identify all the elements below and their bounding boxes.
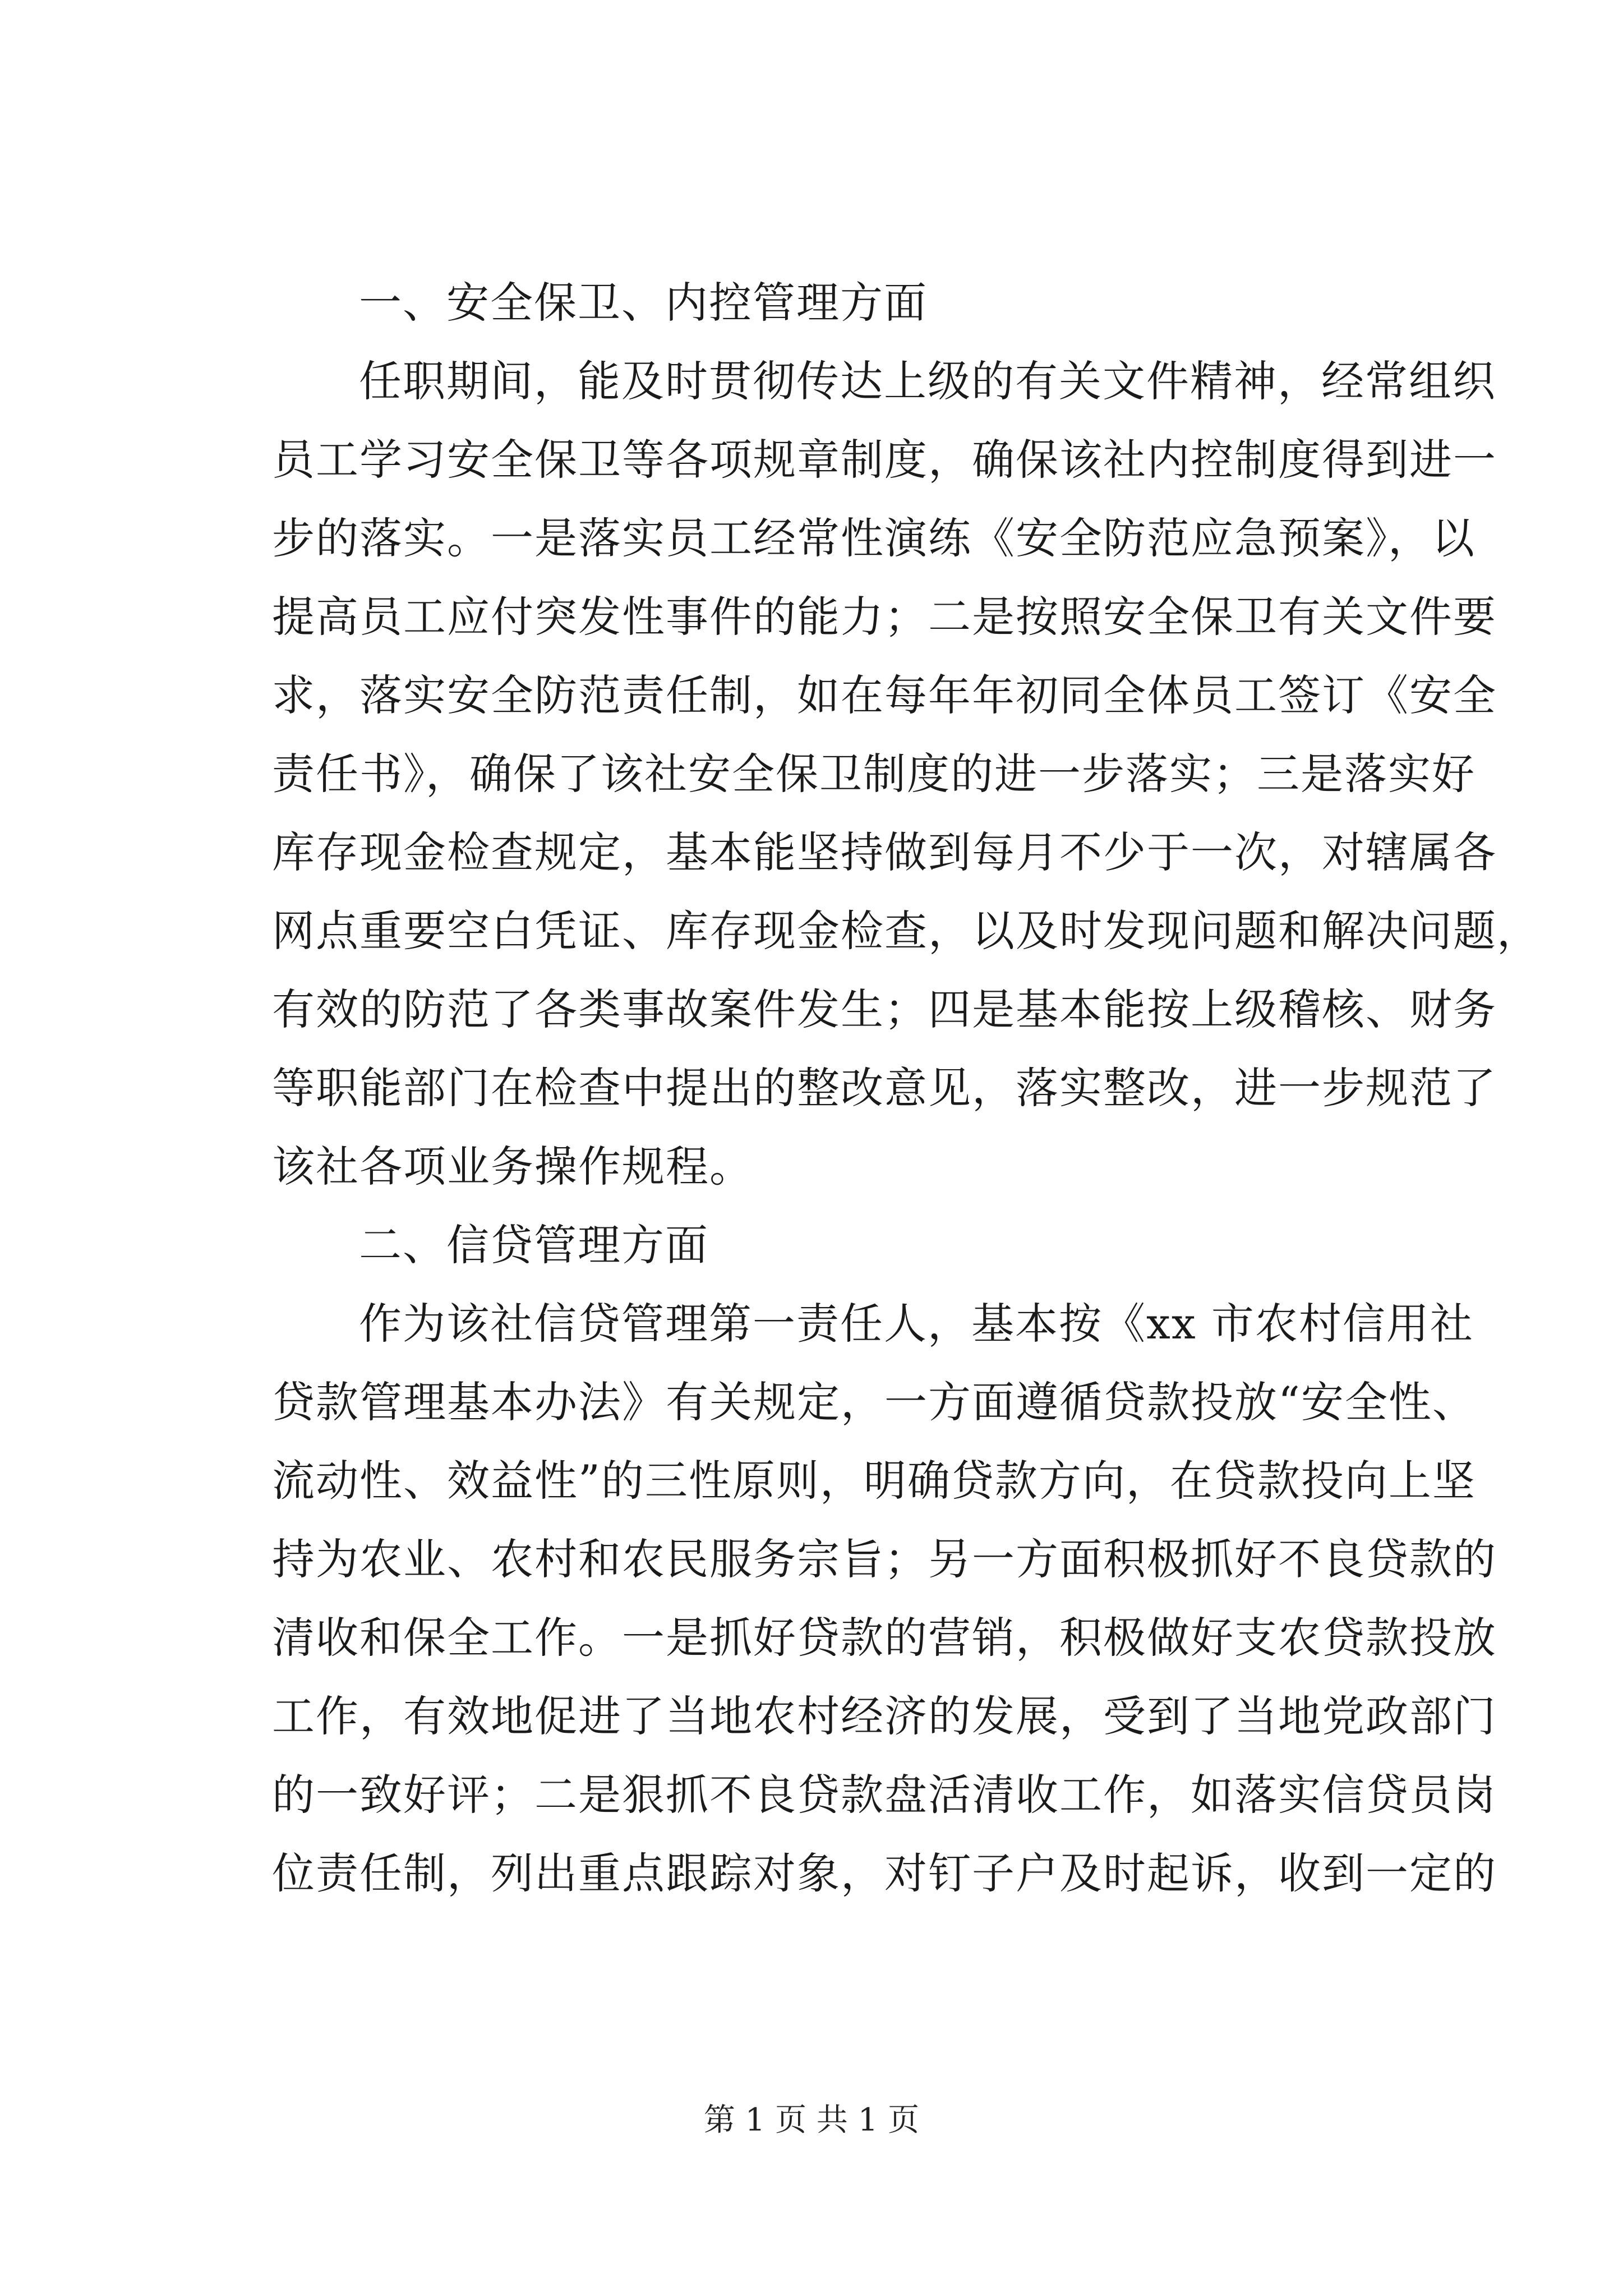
- page-footer: 第 1 页 共 1 页: [703, 2102, 920, 2138]
- paragraph-line: 该社各项业务操作规程。: [272, 1142, 753, 1191]
- paragraph-line: 求，落实安全防范责任制，如在每年年初同全体员工签订《安全: [272, 670, 1497, 720]
- paragraph-line: 贷款管理基本办法》有关规定，一方面遵循贷款投放“安全性、: [272, 1377, 1476, 1427]
- section-heading-credit: 二、信贷管理方面: [359, 1220, 709, 1270]
- paragraph-line: 位责任制，列出重点跟踪对象，对钉子户及时起诉，收到一定的: [272, 1848, 1497, 1898]
- paragraph-line: 流动性、效益性”的三性原则，明确贷款方向，在贷款投向上坚: [272, 1456, 1476, 1506]
- document-body: [272, 264, 1541, 1913]
- section-heading-security: 一、安全保卫、内控管理方面: [359, 278, 928, 328]
- paragraph-line: 等职能部门在检查中提出的整改意见，落实整改，进一步规范了: [272, 1063, 1497, 1113]
- paragraph-line: 步的落实。一是落实员工经常性演练《安全防范应急预案》，以: [272, 513, 1476, 563]
- paragraph-line: 工作，有效地促进了当地农村经济的发展，受到了当地党政部门: [272, 1691, 1497, 1741]
- paragraph-line: 清收和保全工作。一是抓好贷款的营销，积极做好支农贷款投放: [272, 1613, 1497, 1663]
- paragraph-line: 作为该社信贷管理第一责任人，基本按《xx 市农村信用社: [359, 1299, 1474, 1349]
- paragraph-line: 任职期间，能及时贯彻传达上级的有关文件精神，经常组织: [359, 356, 1496, 406]
- paragraph-line: 网点重要空白凭证、库存现金检查，以及时发现问题和解决问题，: [272, 906, 1541, 956]
- paragraph-line: 责任书》，确保了该社安全保卫制度的进一步落实；三是落实好: [272, 749, 1476, 799]
- paragraph-line: 员工学习安全保卫等各项规章制度，确保该社内控制度得到进一: [272, 435, 1497, 485]
- paragraph-line: 提高员工应付突发性事件的能力；二是按照安全保卫有关文件要: [272, 592, 1497, 642]
- paragraph-line: 库存现金检查规定，基本能坚持做到每月不少于一次，对辖属各: [272, 827, 1497, 877]
- paragraph-line: 的一致好评；二是狠抓不良贷款盘活清收工作，如落实信贷员岗: [272, 1770, 1497, 1820]
- paragraph-line: 持为农业、农村和农民服务宗旨；另一方面积极抓好不良贷款的: [272, 1534, 1497, 1584]
- paragraph-line: 有效的防范了各类事故案件发生；四是基本能按上级稽核、财务: [272, 984, 1497, 1034]
